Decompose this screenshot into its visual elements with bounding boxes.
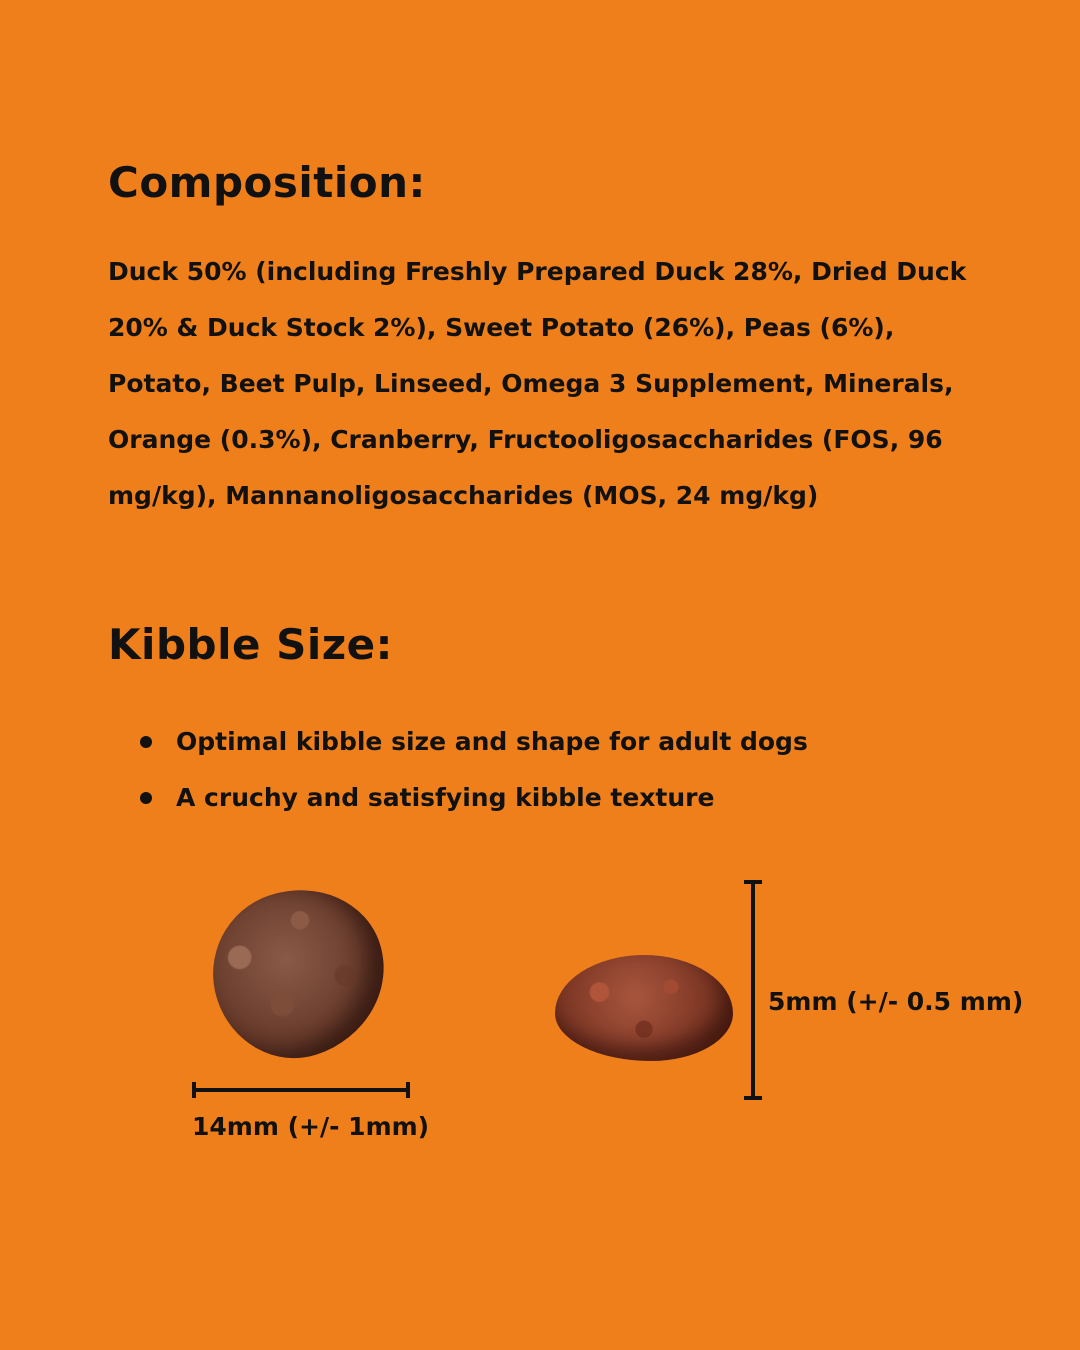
kibble-top-view-image: [192, 867, 407, 1078]
width-dimension-marker: [192, 1082, 410, 1098]
composition-heading: Composition:: [108, 158, 426, 207]
list-item: [140, 714, 808, 770]
height-label: 5mm (+/- 0.5 mm): [768, 987, 1024, 1016]
bullet-icon: [140, 736, 152, 748]
composition-text: Duck 50% (including Freshly Prepared Duck 28%, Dried Duck 20% & Duck Stock 2%), Sweet Potato (26%), Peas (6%), Potato, Beet Pulp, Linseed, Omega 3 Supplement, Minerals, Orange (0.3%), Cranberry, Fructooligosaccharides (FOS, 96 mg/kg), Mannanoligosaccharides (MOS, 24 mg/kg): [108, 257, 967, 510]
kibble-side-view-image: [555, 955, 733, 1061]
width-label: 14mm (+/- 1mm): [192, 1112, 430, 1141]
bullet-icon: [140, 792, 152, 804]
list-item-text: Optimal kibble size and shape for adult dogs: [176, 727, 808, 756]
list-item-text: A cruchy and satisfying kibble texture: [176, 783, 715, 812]
list-item: [140, 770, 808, 826]
height-dimension-marker: [744, 880, 762, 1100]
kibble-features-list: [140, 714, 808, 826]
kibble-size-heading: Kibble Size:: [108, 620, 393, 669]
